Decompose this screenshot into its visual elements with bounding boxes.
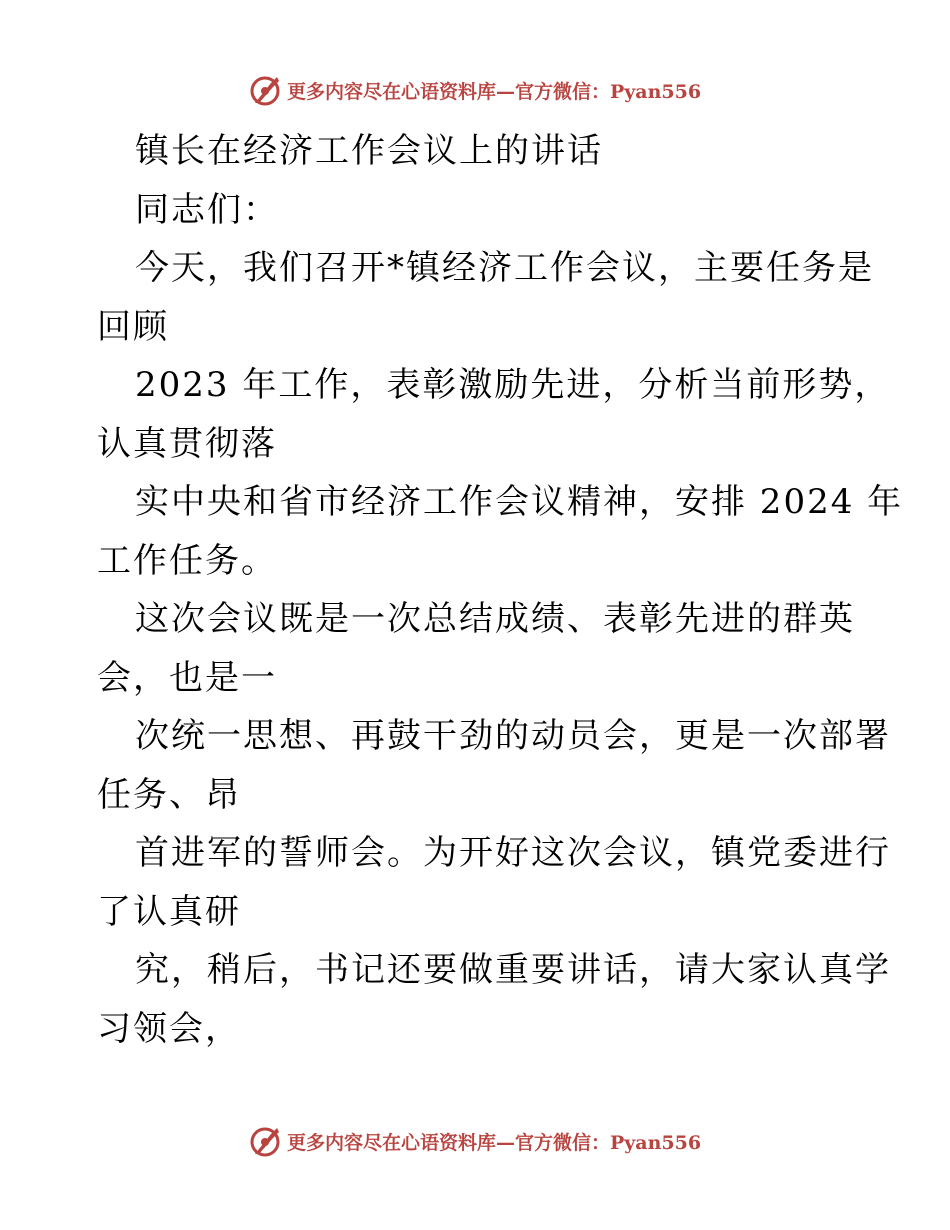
body-line: 首进军的誓师会。为开好这次会议，镇党委进行 (135, 833, 891, 873)
watermark-text: 更多内容尽在心语资料库—官方微信：Pyan556 (286, 80, 702, 103)
body-line: 今天，我们召开*镇经济工作会议，主要任务是 (135, 248, 874, 288)
red-pen-circle-logo-icon (249, 1124, 283, 1158)
body-line: 回顾 (97, 306, 169, 347)
body-line: 究，稍后，书记还要做重要讲话，请大家认真学 (135, 950, 891, 990)
body-line: 次统一思想、再鼓干劲的动员会，更是一次部署 (135, 716, 891, 756)
body-line: 认真贯彻落 (97, 423, 277, 464)
body-line: 2023 年工作，表彰激励先进，分析当前形势， (135, 365, 891, 405)
watermark-text: 更多内容尽在心语资料库—官方微信：Pyan556 (286, 1131, 702, 1154)
watermark-banner-bottom (0, 1121, 950, 1161)
salutation: 同志们： (135, 189, 279, 230)
body-line: 实中央和省市经济工作会议精神，安排 2024 年 (135, 482, 904, 522)
watermark-banner-top (0, 70, 950, 110)
body-line: 工作任务。 (97, 540, 277, 581)
document-title: 镇长在经济工作会议上的讲话 (135, 131, 603, 171)
document-body (97, 122, 904, 1058)
body-line: 习领会， (97, 1008, 241, 1049)
body-line: 任务、昂 (97, 774, 241, 815)
body-line: 这次会议既是一次总结成绩、表彰先进的群英 (135, 599, 855, 639)
body-line: 了认真研 (97, 891, 241, 932)
body-line: 会，也是一 (97, 657, 277, 698)
red-pen-circle-logo-icon (249, 73, 283, 107)
